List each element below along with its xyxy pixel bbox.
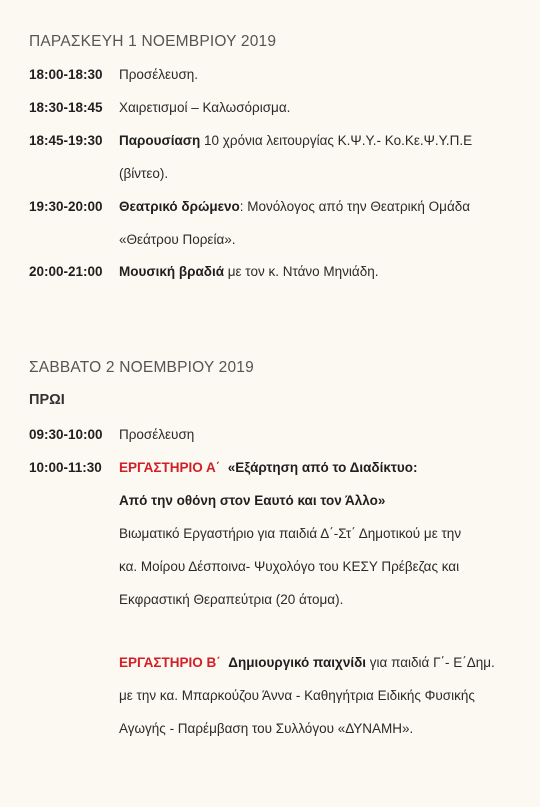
schedule-text xyxy=(119,199,470,214)
schedule-text-cont: «Θεάτρου Πορεία». xyxy=(119,232,236,247)
friday-heading: ΠΑΡΑΣΚΕΥΗ 1 ΝΟΕΜΒΡΙΟΥ 2019 xyxy=(29,33,277,50)
schedule-text: Χαιρετισμοί – Καλωσόρισμα. xyxy=(119,100,291,115)
schedule-text-cont: (βίντεο). xyxy=(119,166,169,181)
schedule-time: 19:30-20:00 xyxy=(29,199,103,214)
schedule-time: 10:00-11:30 xyxy=(29,460,102,475)
workshop-a-desc: Βιωματικό Εργαστήριο για παιδιά Δ΄-Στ΄ Δημοτικού με την xyxy=(119,526,462,541)
schedule-time: 09:30-10:00 xyxy=(29,427,103,442)
workshop-a-title: «Εξάρτηση από το Διαδίκτυο: xyxy=(227,460,418,475)
schedule-time: 18:00-18:30 xyxy=(29,67,103,82)
workshop-b-title: Δημιουργικό παιχνίδι xyxy=(228,655,367,670)
workshop-b-line xyxy=(119,655,495,670)
schedule-rest: με τον κ. Ντάνο Μηνιάδη. xyxy=(224,264,379,279)
schedule-text xyxy=(119,133,472,148)
schedule-time: 18:45-19:30 xyxy=(29,133,103,148)
schedule-text: Προσέλευση. xyxy=(119,67,199,82)
schedule-bold: Παρουσίαση xyxy=(119,133,201,148)
schedule-time: 20:00-21:00 xyxy=(29,264,103,279)
workshop-a-desc: κα. Μοίρου Δέσποινα- Ψυχολόγο του ΚΕΣΥ Πρέβεζας και xyxy=(119,559,460,574)
schedule-rest: 10 χρόνια λειτουργίας Κ.Ψ.Υ.- Κο.Κε.Ψ.Υ.Π.Ε xyxy=(200,133,473,148)
schedule-text: Προσέλευση xyxy=(119,427,195,442)
workshop-a-desc: Εκφραστική Θεραπεύτρια (20 άτομα). xyxy=(119,592,344,607)
workshop-a-title-cont: Από την οθόνη στον Εαυτό και τον Άλλο» xyxy=(119,493,386,508)
workshop-a-line xyxy=(119,460,418,475)
workshop-a-label: ΕΡΓΑΣΤΗΡΙΟ Α΄ xyxy=(119,460,221,475)
workshop-b-desc-start: για παιδιά Γ΄- Ε΄Δημ. xyxy=(366,655,495,670)
workshop-b-desc: με την κα. Μπαρκούζου Άννα - Καθηγήτρια Ειδικής Φυσικής xyxy=(119,688,475,703)
workshop-b-label: ΕΡΓΑΣΤΗΡΙΟ Β΄ xyxy=(119,655,221,670)
morning-subheading: ΠΡΩΙ xyxy=(29,392,65,408)
schedule-bold: Μουσική βραδιά xyxy=(119,264,224,279)
schedule-bold: Θεατρικό δρώμενο xyxy=(119,199,240,214)
saturday-heading: ΣΑΒΒΑΤΟ 2 ΝΟΕΜΒΡΙΟΥ 2019 xyxy=(29,359,254,376)
workshop-b-desc: Αγωγής - Παρέμβαση του Συλλόγου «ΔΥΝΑΜΗ». xyxy=(119,721,414,736)
schedule-time: 18:30-18:45 xyxy=(29,100,103,115)
schedule-rest: : Μονόλογος από την Θεατρική Ομάδα xyxy=(239,199,471,214)
schedule-text xyxy=(119,264,379,279)
